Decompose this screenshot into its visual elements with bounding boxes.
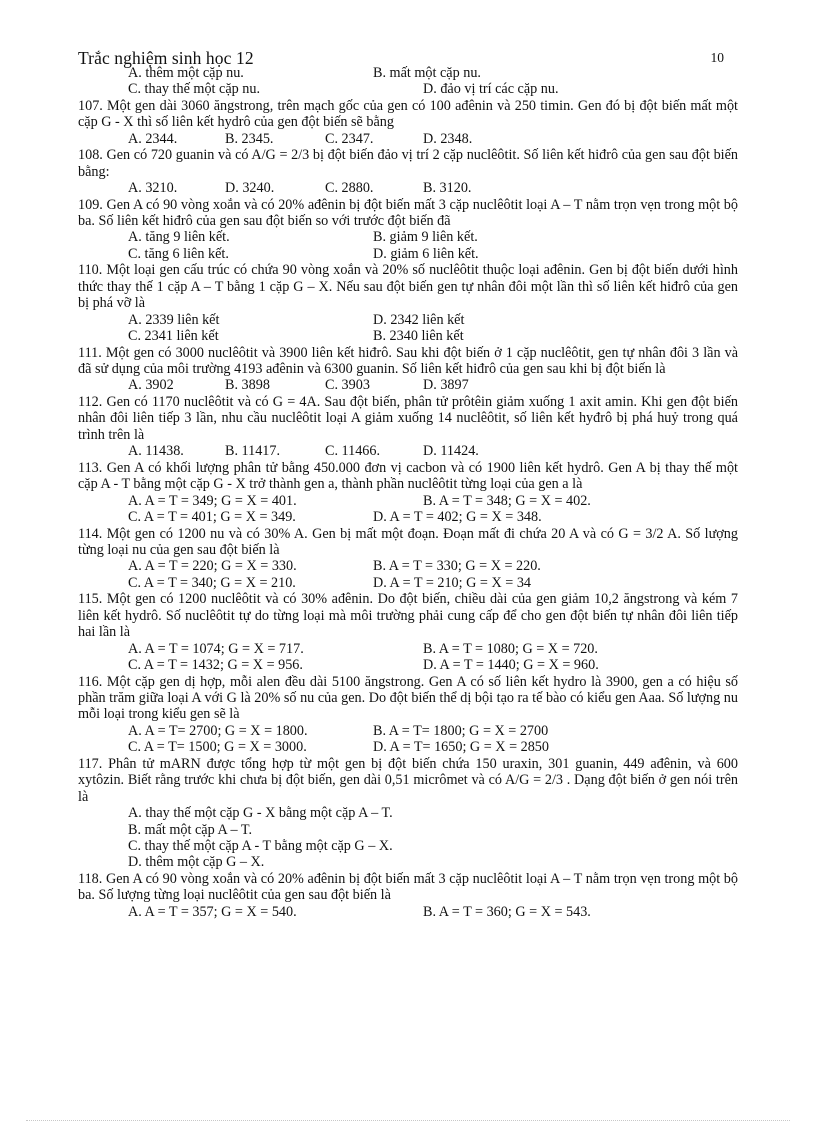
option-1: A. 2339 liên kết	[128, 311, 220, 328]
question-text: 112. Gen có 1170 nuclêôtit và có G = 4A. Sau đột biến, phân tử prôtêin giảm xuống 1 axit amin. Khi gen đột biến nhân đôi liên tiếp 3 lần, nhu cầu nuclêôtit loại A giảm xuống 14 nuclêôtit, số liên kết hyđrô bị phá huỷ trong quá trình trên là	[78, 393, 738, 443]
option-b: B. mất một cặp nu.	[373, 65, 481, 81]
option-d: D. A = T = 210; G = X = 34	[373, 574, 532, 591]
option-a: A. tăng 9 liên kết.	[128, 229, 230, 246]
question-text: 113. Gen A có khối lượng phân tử bằng 450.000 đơn vị cacbon và có 1900 liên kết hydrô. Gen A bị thay thế một cặp A - T bằng một cặp G - X trở thành gen a, thành phần nuclêôtit từng loại của gen a là	[78, 459, 738, 493]
option-b: B. A = T = 330; G = X = 220.	[373, 558, 541, 575]
option-c: C. 2347.	[325, 130, 374, 147]
option-c: C. A = T = 340; G = X = 210.	[128, 574, 296, 591]
question-111	[78, 345, 738, 394]
option-d: D. đảo vị trí các cặp nu.	[423, 81, 559, 98]
question-108	[78, 147, 738, 196]
option-3: C. 2341 liên kết	[128, 328, 219, 345]
option-a: A. A = T = 357; G = X = 540.	[128, 903, 297, 920]
option-d: D. 11424.	[423, 443, 479, 460]
question-112	[78, 394, 738, 460]
option-c: C. thay thế một cặp A - T bằng một cặp G – X.	[128, 837, 393, 854]
document-title: Trắc nghiệm sinh học 12	[78, 48, 254, 68]
option-4: B. 3120.	[423, 180, 472, 197]
option-a: A. A = T = 349; G = X = 401.	[128, 492, 297, 509]
option-1: A. 3210.	[128, 180, 178, 197]
page-bottom-border	[26, 1120, 790, 1121]
question-text: 118. Gen A có 90 vòng xoắn và có 20% ađênin bị đột biến mất 3 cặp nuclêôtit loại A – T nằm trọn vẹn trong một bộ ba. Số lượng từng loại nuclêôtit của gen sau đột biến là	[78, 870, 738, 904]
option-a: A. 11438.	[128, 443, 184, 460]
option-a: A. thêm một cặp nu.	[128, 65, 244, 81]
carryover-options	[78, 65, 738, 98]
option-a: A. A = T= 2700; G = X = 1800.	[128, 722, 308, 739]
option-c: C. A = T = 401; G = X = 349.	[128, 509, 296, 526]
question-text: 111. Một gen có 3000 nuclêôtit và 3900 liên kết hiđrô. Sau khi đột biến ở 1 cặp nuclêôtit, gen tự nhân đôi 3 lần và đã sử dụng của môi trường 4193 ađênin và 6300 guanin. Số liên kết hiđrô của gen sau khi bị đột biến là	[78, 344, 738, 378]
option-b: B. 3898	[225, 377, 270, 394]
option-b: B. A = T = 1080; G = X = 720.	[423, 640, 598, 657]
option-b: B. 2345.	[225, 130, 274, 147]
option-4: B. 2340 liên kết	[373, 328, 464, 345]
question-107	[78, 98, 738, 147]
option-d: D. giảm 6 liên kết.	[373, 245, 479, 262]
document-body	[78, 65, 738, 920]
page-number: 10	[710, 50, 724, 65]
question-110	[78, 262, 738, 344]
question-text: 108. Gen có 720 guanin và có A/G = 2/3 bị đột biến đảo vị trí 2 cặp nuclêôtit. Số liên kết hiđrô của gen sau đột biến bằng:	[78, 147, 738, 180]
option-a: A. thay thế một cặp G - X bằng một cặp A – T.	[128, 805, 393, 822]
option-b: B. giảm 9 liên kết.	[373, 229, 478, 246]
option-d: D. 3897	[423, 377, 469, 394]
option-3: C. 2880.	[325, 180, 374, 197]
question-109	[78, 197, 738, 263]
option-2: D. 2342 liên kết	[373, 311, 465, 328]
option-a: A. A = T = 1074; G = X = 717.	[128, 640, 304, 657]
option-c: C. thay thế một cặp nu.	[128, 81, 260, 98]
question-115	[78, 591, 738, 673]
option-c: C. 3903	[325, 377, 370, 394]
option-a: A. 2344.	[128, 130, 178, 147]
question-text: 116. Một cặp gen dị hợp, mỗi alen đều dài 5100 ăngstrong. Gen A có số liên kết hydro là 3900, gen a có hiệu số phần trăm giữa loại A với G là 20% số nu của gen. Do đột biến thể dị bội tạo ra tế bào có kiểu gen Aaa. Số lượng nu mỗi loại trong kiểu gen sẽ là	[78, 673, 738, 723]
question-text: 114. Một gen có 1200 nu và có 30% A. Gen bị mất một đoạn. Đoạn mất đi chứa 20 A và có G = 3/2 A. Số lượng từng loại nu của gen sau đột biến là	[78, 525, 738, 558]
option-b: B. A = T = 360; G = X = 543.	[423, 903, 591, 920]
question-113	[78, 460, 738, 526]
question-text: 115. Một gen có 1200 nuclêôtit và có 30% ađênin. Do đột biến, chiều dài của gen giảm 10,2 ăngstrong và kém 7 liên kết hydrô. Số nuclêôtit tự do từng loại mà môi trường phải cung cấp để cho gen đột biến tự nhân đôi liên tiếp hai lần là	[78, 591, 738, 641]
option-d: D. A = T = 402; G = X = 348.	[373, 509, 542, 526]
option-a: A. 3902	[128, 377, 174, 394]
option-c: C. A = T= 1500; G = X = 3000.	[128, 739, 307, 756]
option-2: D. 3240.	[225, 180, 275, 197]
option-d: D. 2348.	[423, 130, 473, 147]
question-text: 117. Phân tử mARN được tổng hợp từ một gen bị đột biến chứa 150 uraxin, 301 guanin, 449 ađênin, và 600 xytôzin. Biết rằng trước khi chưa bị đột biến, gen dài 0,51 micrômet và có A/G = 2/3 . Dạng đột biến ở gen nói trên là	[78, 755, 738, 805]
option-b: B. 11417.	[225, 443, 281, 460]
option-c: C. 11466.	[325, 443, 381, 460]
option-c: C. A = T = 1432; G = X = 956.	[128, 657, 303, 674]
question-text: 110. Một loại gen cấu trúc có chứa 90 vòng xoắn và 20% số nuclêôtit thuộc loại ađênin. Gen bị đột biến dưới hình thức thay thế 1 cặp A – T bằng 1 cặp G – X. Nếu sau đột biến gen tự nhân đôi một lần thì số liên kết hiđrô của gen bị phá vỡ là	[78, 262, 738, 312]
option-b: B. mất một cặp A – T.	[128, 821, 252, 838]
question-118	[78, 871, 738, 920]
question-116	[78, 674, 738, 756]
option-c: C. tăng 6 liên kết.	[128, 245, 229, 262]
option-b: B. A = T = 348; G = X = 402.	[423, 492, 591, 509]
question-114	[78, 526, 738, 592]
option-d: D. A = T = 1440; G = X = 960.	[423, 657, 599, 674]
option-a: A. A = T = 220; G = X = 330.	[128, 558, 297, 575]
question-text: 107. Một gen dài 3060 ăngstrong, trên mạch gốc của gen có 100 ađênin và 250 timin. Gen đó bị đột biến mất một cặp G - X thì số liên kết hydrô của gen đột biến sẽ bằng	[78, 97, 738, 131]
option-d: D. thêm một cặp G – X.	[128, 854, 265, 871]
question-text: 109. Gen A có 90 vòng xoắn và có 20% ađênin bị đột biến mất 3 cặp nuclêôtit loại A – T nằm trọn vẹn trong một bộ ba. Số liên kết hiđrô của gen sau đột biến so với trước đột biến đã	[78, 196, 738, 230]
option-d: D. A = T= 1650; G = X = 2850	[373, 739, 549, 756]
question-117	[78, 756, 738, 871]
option-b: B. A = T= 1800; G = X = 2700	[373, 722, 549, 739]
